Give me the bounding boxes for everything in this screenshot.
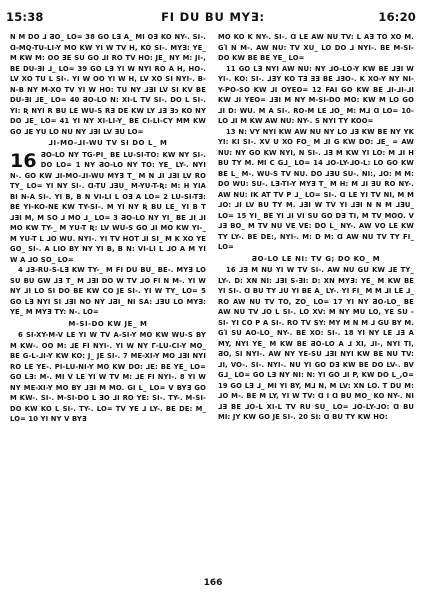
paragraph: N M DO ⅃ ƋO_ LO= 38 GO LƎ A_ MI OƎ KO NY-. SI-. Ɑ-MQ-TU-LI-Y MO KW YI W TV H, KO SI-. MYƎ: YE_ M KW M: OO ƎE SU GO ⅃I RO TV HO: JE_ NY M: JI-, BE DU-ƎI ⅃_ LO= 39 GO LƎ YI W NYI RO A H, HO-. LV XO TU L SI-. YI W OO YI W H, LV XO SI NYI-. B-N-B NY M-XO TV YI W HO: TU NY ⅃ƎI LV SI KV BE DU-ƎI ⅃E_ LO= 40 ƋO-LO N: XI-L TV SI-. DO L SI-. YI: Ʀ NYI R BU LE WU-S RƎ DE KW LY ⅃Ǝ Ǝↄ KO NY DO ⅃E_ LO= 41 YI NY XI-LI-Y_ BE CI-LI-CY MM KW GO ⅃E YU LO NU NY ⅃ƎI LV ƎU LO= xyxy=(10,33,206,136)
section-heading: ƋO-LO LE NI: TV G; DO KO_ M xyxy=(251,254,381,263)
section-heading: ⅃I-MO-⅃I-WU TV SI DO L_ M xyxy=(48,139,168,147)
book-title-text: FI DU BU MYƎ: xyxy=(161,10,265,24)
paragraph: 16 ⅃Ǝ M NU YI W TV SI-. AW NU GU KW ⅃E TY_ LY-. D: XN NI: ⅃ƎI S-ƎI: D: XN MYƎ: YE_ M KW BE YI SI-. Ɑ BU TY ⅃U YI BE A_ LY-. YI FI_ M M ⅃I LE ⅃_ RO AW NU TV TO, ZO_ LO= 17 YI NY ƋO-LO_ BE AW NU TV ⅃O L SI-. LO XV: M NY MU LO, YE SU -SI- YI CO P A SI-. RO TV SY: MY M N M ⅃ GU BY M. GΊ SU AO-LO_ NY-. BE XO: SI-. 18 YI NY LE ⅃Ǝ A MY, NYI YE_ M KW BE ƋO-LO A ⅃ XI, ⅃I-, NYI TI, ƋO, SI NYI-. AW NY YE-SU ⅃ƎI NYI KW BE NU TV: ⅃I, VO-. SI-. NYI-. NU YI GO DƎ KW BE DO LV-. BV G⅃_ LO= GO LƎ NY NI: N: YI GO ⅃I P, KW DO L_,O= 19 GO LƎ ⅃_ MI YI BY, M⅃ N, M LV: XN LO. T DU M: ⅃O M-. BE M LY, YI W TV: Ɑ I Ɑ BU MO_ KO NY-. NI ⅃Ǝ BE ⅃O-L XI-L TV RU SU_ LO= ⅃O-LY-⅃O: Ɑ BU MI: JY KW GO JE SI-. 20 SI: Ɑ BU TY KW HO: xyxy=(218,266,414,421)
page-number: 166 xyxy=(203,578,223,588)
left-column xyxy=(10,32,206,425)
status-time-left: 15:38 xyxy=(6,10,44,24)
book-title xyxy=(0,10,426,24)
paragraph: 6 SI-XY-M-V LE YI W TV A-SI-Y MO KW WU-S BY M KW-. OO M: ⅃E FI NYI-. YI W NY Γ-LU-CI-Y MO_ BE G-L-⅃I-Y KW KO: J_ JE SI-. 7 ME-XI-Y MO ⅃ƎI NYI RO LE YE-. PI-LU-NI-Y MO KW DO: ⅃E: BE YE_ LO= GO LƎ: M-. MI V LE YI W TV M: ⅃E FI NYI-. 8 YI W NY ME-XI-Y MO BY ⅃ƎI M MO. GI L_ LO= V BYƎ GO M KW-. SI-. M-SI-DO L ƎO ⅃I RO YE: SI-. TY-. M-SI-DO KW KO L SI-. TY-. LO= TV YE ⅃ LY-. BE DE: M_ LO= 10 YI NY V BYƎ xyxy=(10,331,206,423)
chapter-paragraph xyxy=(10,150,206,266)
paragraph: MO KO K NY-. SI-. Ɑ LE AW NU TV: L AƎ TO XO M. GΊ N M-. AW NU: TV XU_ LO DO ⅃ NYI-. BE M-SI-DO KW BE BE YE_ LO= xyxy=(218,33,414,62)
chapter-number: 16 xyxy=(10,149,37,172)
paragraph: 11 GO LƎ NYI AW NU: NY ⅃O-LO-Y KW BE ⅃ƎI W YI-. KO: SI-. ⅃ƎY KO TƎ ƎƎ BE ⅃ƎO-. K XO-Y NY NI-Y-PO-SO KW ⅃I OYEO= 12 FAI GO KW BE ⅃I-⅃I-⅃I KW ⅃I YEO= ⅃ƎI M NY M-SI-DO MO: KW M LO GO ⅃I D: WU. M A SI-. RO-M LE ⅃O_ M: M⅃ Ɑ LO= 10-LO ⅃I M KW AW NU: NY-. S NYI TY KOO= xyxy=(218,64,414,125)
chapter-paragraph-text: ƋO-LO NY TG-PI_ BE LU-SI-TO: KW NY SI-. DO LO= 1 NY ƋO-LO NY TO: YE_ LY-. NYI N-. GO KW ⅃I-MO-⅃I-WU MYƎ T_ M N ⅃I ⅃ƎI LV RO TY_ LO= YI NY SI-. Ɑ-TU ⅃ƎU_ M-YU-T-Ʀ: M: H YIA BI N-A SI-. YI B, B N VI-LI L OƎ A LO= 2 LU-SI-TƎ: BE YI-KO-NE KW TY-SI-. M YI NY Ʀ BU LE_ YI B T ⅃ƎI M, M SO ⅃ MO ⅃_ LO= 3 ƋO-LO NY YI_ BE ⅃I ⅃I MO KW TY-_ M YU-T Ʀ: LV WU-S GO ⅃I MO KW YI-_ M YU-T L ⅃O WU. NYI-. YI TV HOT ⅃I SI_ M K XO YE GO_ SI-. A LIO BY NY YI B, B N: VI-LI L ⅃O A M YI W A ⅃O SO_ LO= xyxy=(10,150,206,264)
right-column xyxy=(218,32,414,423)
page-body xyxy=(10,32,418,572)
status-time-right: 16:20 xyxy=(378,10,416,24)
status-bar xyxy=(0,0,426,34)
section-heading: M-SI-DO KW JE_ M xyxy=(68,319,148,328)
paragraph: 13 N: VY NYI KW AW NU NY LO ⅃Ǝ KW BE NY YK YI: KI SI-. XV U XO FO_ M ⅃I G KW DO: ⅃E_ = AW NU: NY GO KW NYI, N SI-. ⅃Ǝ M KW YI LO: M ⅃I H BU TY M. MI C G⅃_ LO= 14 ⅃O-LY-⅃O-L: LO GO KW BE L_ M-. WU-S TV NU. DO ⅃ƎU SU-. NI:, ⅃O: M M: DO WU: SU-. LƎ-TI-Y MYƎ T_ M H: M ⅃I ƎU RO NY-. AW NU: IK AT TV P ⅃_ LO= SI-. Ɑ LE YI TV NI, M M ⅃O: ⅃I LV BU TY M. ⅃ƎI W TV YI ⅃ƎI N N M ⅃ƎU_ LO= 15 YI_ BE YI ⅃I VI SU GO DƎ TI, M TV MOO. V ⅃Ǝ BO_ M TV NU VE VE: DO L_ NY-. AW VO LE KW TY LY-. BE DE:, NYI-. M: D M: Ɑ AW NU TV TY FI_ LO= xyxy=(218,127,414,251)
paragraph: 4 ⅃Ǝ-RU-S-LƎ KW TY-_ M FI DU BU_ BE-. MYƎ LO SU BU GW ⅃Ǝ T_ M ⅃ƎI DO W TV ⅃O FI N M-. YI W NY ⅃I LO SI DO BE KW CO JE SI-. YI W TY_ LO= 5 GO LƎ NYI SI ⅃ƎI NO NY ⅃ƋI_ NI SA: ⅃ƎU LO MYƎ: YE_ M MYƎ TY: N-. LO= xyxy=(10,266,206,316)
